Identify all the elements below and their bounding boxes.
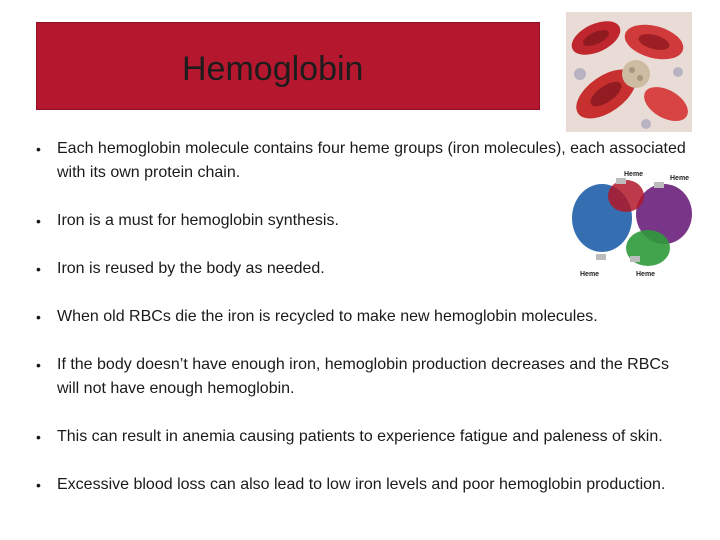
bullet-item (36, 305, 686, 329)
bullet-item (36, 137, 686, 185)
bullet-item (36, 209, 686, 233)
bullet-text: Iron is a must for hemoglobin synthesis. (57, 212, 339, 229)
bullet-text: This can result in anemia causing patients to experience fatigue and paleness of skin. (57, 428, 663, 445)
bullet-marker: • (36, 141, 41, 157)
bullet-item (36, 257, 686, 281)
bullet-text: Each hemoglobin molecule contains four heme groups (iron molecules), each associated with its own protein chain. (57, 140, 686, 181)
title-banner (36, 22, 540, 110)
heme-label-3: Heme (580, 271, 600, 278)
bullet-marker: • (36, 213, 41, 229)
bullet-marker: • (36, 357, 41, 373)
bullet-list (36, 137, 686, 521)
bullet-item (36, 473, 686, 497)
bullet-text: Iron is reused by the body as needed. (57, 260, 325, 277)
red-blood-cells-image (566, 12, 692, 132)
heme-label-4: Heme (636, 271, 656, 278)
bullet-marker: • (36, 477, 41, 493)
bullet-text: Excessive blood loss can also lead to low iron levels and poor hemoglobin production. (57, 476, 666, 493)
bullet-item (36, 425, 686, 449)
heme-label-2: Heme (670, 175, 690, 182)
bullet-marker: • (36, 309, 41, 325)
bullet-item (36, 353, 686, 401)
heme-label-1: Heme (624, 171, 644, 178)
bullet-text: If the body doesn’t have enough iron, hemoglobin production decreases and the RBCs will not have enough hemoglobin. (57, 356, 669, 397)
slide-title: Hemoglobin (182, 50, 364, 88)
bullet-marker: • (36, 261, 41, 277)
bullet-text: When old RBCs die the iron is recycled to make new hemoglobin molecules. (57, 308, 598, 325)
bullet-marker: • (36, 429, 41, 445)
